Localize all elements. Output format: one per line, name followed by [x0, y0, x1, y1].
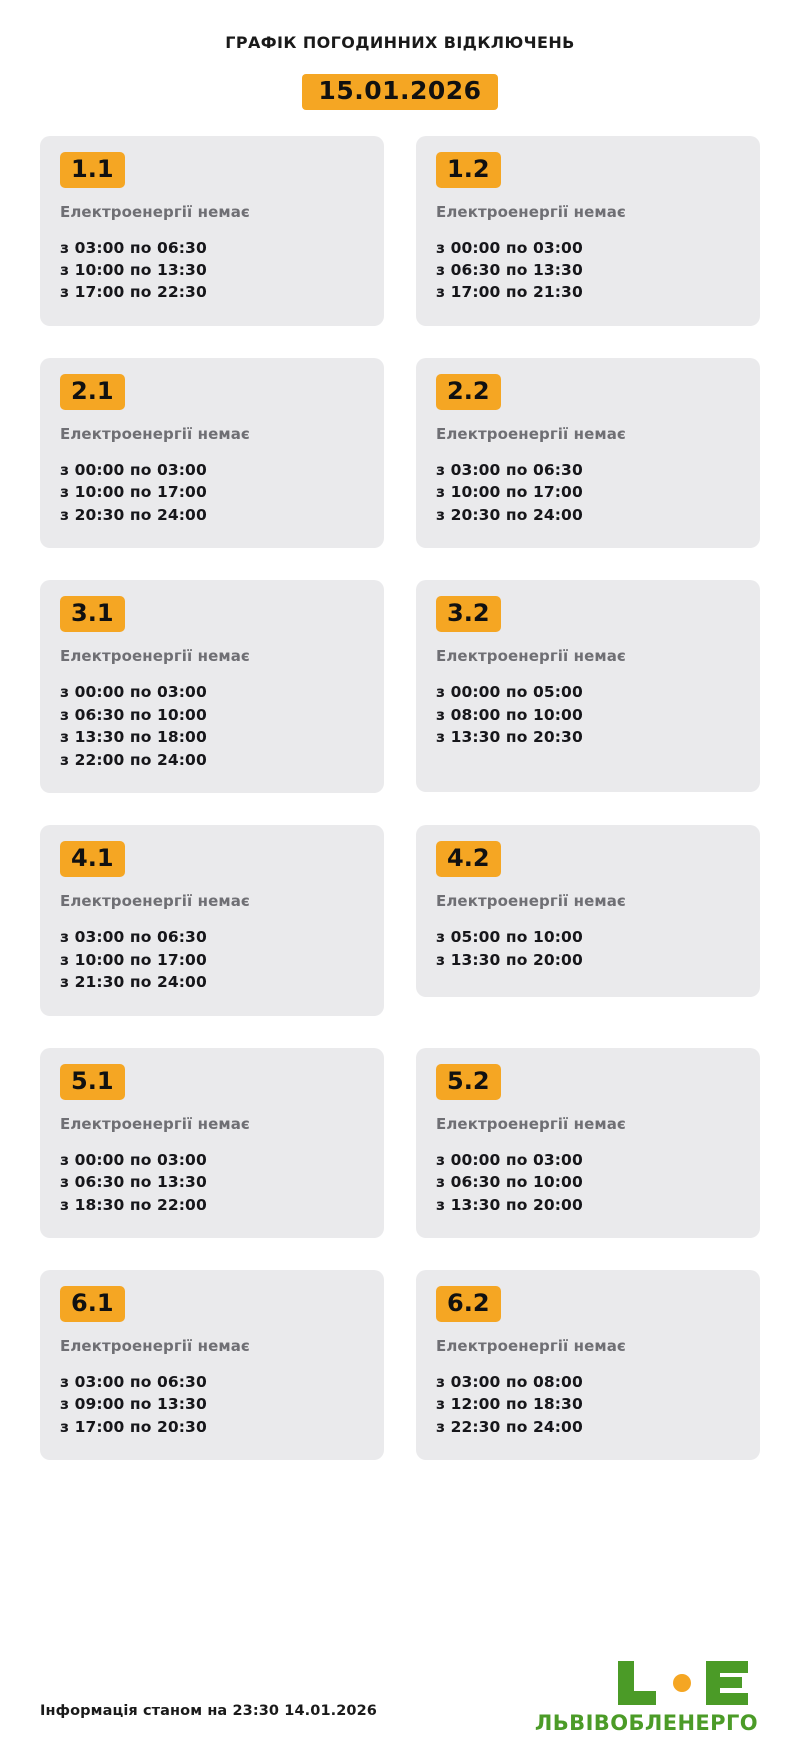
group-id-badge: 6.2 — [436, 1286, 501, 1322]
slot-item: з 13:30 по 20:00 — [436, 1195, 583, 1214]
group-id-badge: 3.2 — [436, 596, 501, 632]
group-status: Електроенергії немає — [60, 1337, 250, 1355]
slot-item: з 03:00 по 06:30 — [60, 1373, 207, 1391]
group-status: Електроенергії немає — [436, 202, 626, 221]
slot-item: з 13:30 по 20:30 — [436, 728, 583, 747]
group-slots — [436, 237, 740, 304]
group-cell — [416, 580, 760, 793]
slot-item: з 12:00 по 18:30 — [436, 1395, 583, 1414]
group-cell — [40, 825, 384, 1015]
group-cell — [416, 1270, 760, 1460]
slot-item: з 00:00 по 03:00 — [60, 683, 207, 702]
group-slots — [436, 1371, 740, 1438]
group-id-badge: 1.2 — [436, 152, 501, 188]
slot-item: з 22:30 по 24:00 — [436, 1417, 583, 1436]
group-cell — [40, 136, 384, 326]
slot-item: з 08:00 по 10:00 — [436, 705, 583, 724]
group-card-6-2 — [416, 1270, 760, 1460]
slot-item: з 06:30 по 13:30 — [60, 1173, 207, 1192]
slot-item: з 10:00 по 13:30 — [60, 260, 207, 279]
group-status: Електроенергії немає — [436, 424, 626, 443]
group-card-4-2 — [416, 825, 760, 997]
slot-item: з 00:00 по 03:00 — [436, 238, 583, 257]
group-id-badge: 5.2 — [436, 1064, 501, 1100]
slot-item: з 10:00 по 17:00 — [60, 483, 207, 502]
group-card-2-2 — [416, 358, 760, 548]
group-id-badge: 1.1 — [60, 152, 125, 188]
group-id-badge: 2.1 — [60, 374, 125, 410]
group-cell — [40, 1270, 384, 1460]
slot-item: з 13:30 по 18:00 — [60, 728, 207, 747]
page-title: ГРАФІК ПОГОДИННИХ ВІДКЛЮЧЕНЬ — [225, 33, 575, 52]
group-slots — [436, 1149, 740, 1216]
group-id-badge: 3.1 — [60, 596, 125, 632]
logo-mark-icon — [535, 1655, 758, 1707]
group-status: Електроенергії немає — [60, 647, 250, 666]
group-card-4-1 — [40, 825, 384, 1015]
slot-item: з 21:30 по 24:00 — [60, 973, 207, 992]
groups-grid — [40, 136, 760, 1493]
slot-item: з 20:30 по 24:00 — [60, 505, 207, 524]
slot-item: з 06:30 по 10:00 — [436, 1173, 583, 1192]
group-id-badge: 4.2 — [436, 841, 501, 877]
group-slots — [60, 1149, 364, 1216]
group-slots — [60, 926, 364, 993]
slot-item: з 10:00 по 17:00 — [436, 483, 583, 502]
slot-item: з 03:00 по 06:30 — [60, 928, 207, 947]
group-status: Електроенергії немає — [60, 1114, 250, 1133]
group-cell — [40, 1048, 384, 1238]
group-slots — [436, 681, 740, 748]
group-cell — [416, 358, 760, 548]
group-status: Електроенергії немає — [436, 647, 626, 666]
group-card-5-2 — [416, 1048, 760, 1238]
slot-item: з 05:00 по 10:00 — [436, 928, 583, 947]
group-card-1-1 — [40, 136, 384, 326]
group-cell — [416, 1048, 760, 1238]
slot-item: з 03:00 по 08:00 — [436, 1373, 583, 1391]
footer-info-note: Інформація станом на 23:30 14.01.2026 — [40, 1703, 378, 1719]
slot-item: з 06:30 по 10:00 — [60, 705, 207, 724]
slot-item: з 10:00 по 17:00 — [60, 950, 207, 969]
group-card-3-2 — [416, 580, 760, 792]
group-status: Електроенергії немає — [436, 892, 626, 911]
group-id-badge: 4.1 — [60, 841, 125, 877]
group-id-badge: 6.1 — [60, 1286, 125, 1322]
slot-item: з 00:00 по 03:00 — [436, 1150, 583, 1169]
group-cell — [40, 580, 384, 793]
slot-item: з 00:00 по 03:00 — [60, 460, 207, 479]
group-slots — [60, 1371, 364, 1438]
slot-item: з 06:30 по 13:30 — [436, 260, 583, 279]
page-footer — [40, 1625, 760, 1759]
slot-item: з 09:00 по 13:30 — [60, 1395, 207, 1414]
company-logo — [535, 1655, 760, 1735]
schedule-date-badge: 15.01.2026 — [302, 74, 497, 110]
date-badge-wrapper — [40, 74, 760, 110]
group-cell — [40, 358, 384, 548]
slot-item: з 00:00 по 05:00 — [436, 683, 583, 702]
slot-item: з 22:00 по 24:00 — [60, 750, 207, 769]
slot-item: з 03:00 по 06:30 — [436, 460, 583, 479]
slot-item: з 17:00 по 20:30 — [60, 1417, 207, 1436]
slot-item: з 20:30 по 24:00 — [436, 505, 583, 524]
group-id-badge: 2.2 — [436, 374, 501, 410]
group-slots — [436, 926, 740, 971]
slot-item: з 13:30 по 20:00 — [436, 950, 583, 969]
group-status: Електроенергії немає — [60, 202, 250, 221]
slot-item: з 03:00 по 06:30 — [60, 238, 207, 257]
group-card-6-1 — [40, 1270, 384, 1460]
group-slots — [60, 681, 364, 771]
group-cell — [416, 825, 760, 1015]
slot-item: з 17:00 по 21:30 — [436, 283, 583, 302]
group-id-badge: 5.1 — [60, 1064, 125, 1100]
group-card-2-1 — [40, 358, 384, 548]
group-card-1-2 — [416, 136, 760, 326]
slot-item: з 00:00 по 03:00 — [60, 1150, 207, 1169]
group-status: Електроенергії немає — [436, 1337, 626, 1355]
group-status: Електроенергії немає — [60, 424, 250, 443]
group-slots — [60, 459, 364, 526]
group-slots — [60, 237, 364, 304]
group-card-5-1 — [40, 1048, 384, 1238]
company-name: ЛЬВІВОБЛЕНЕРГО — [534, 1711, 758, 1735]
group-status: Електроенергії немає — [60, 892, 250, 911]
group-card-3-1 — [40, 580, 384, 793]
slot-item: з 17:00 по 22:30 — [60, 283, 207, 302]
group-cell — [416, 136, 760, 326]
slot-item: з 18:30 по 22:00 — [60, 1195, 207, 1214]
group-slots — [436, 459, 740, 526]
group-status: Електроенергії немає — [436, 1114, 626, 1133]
